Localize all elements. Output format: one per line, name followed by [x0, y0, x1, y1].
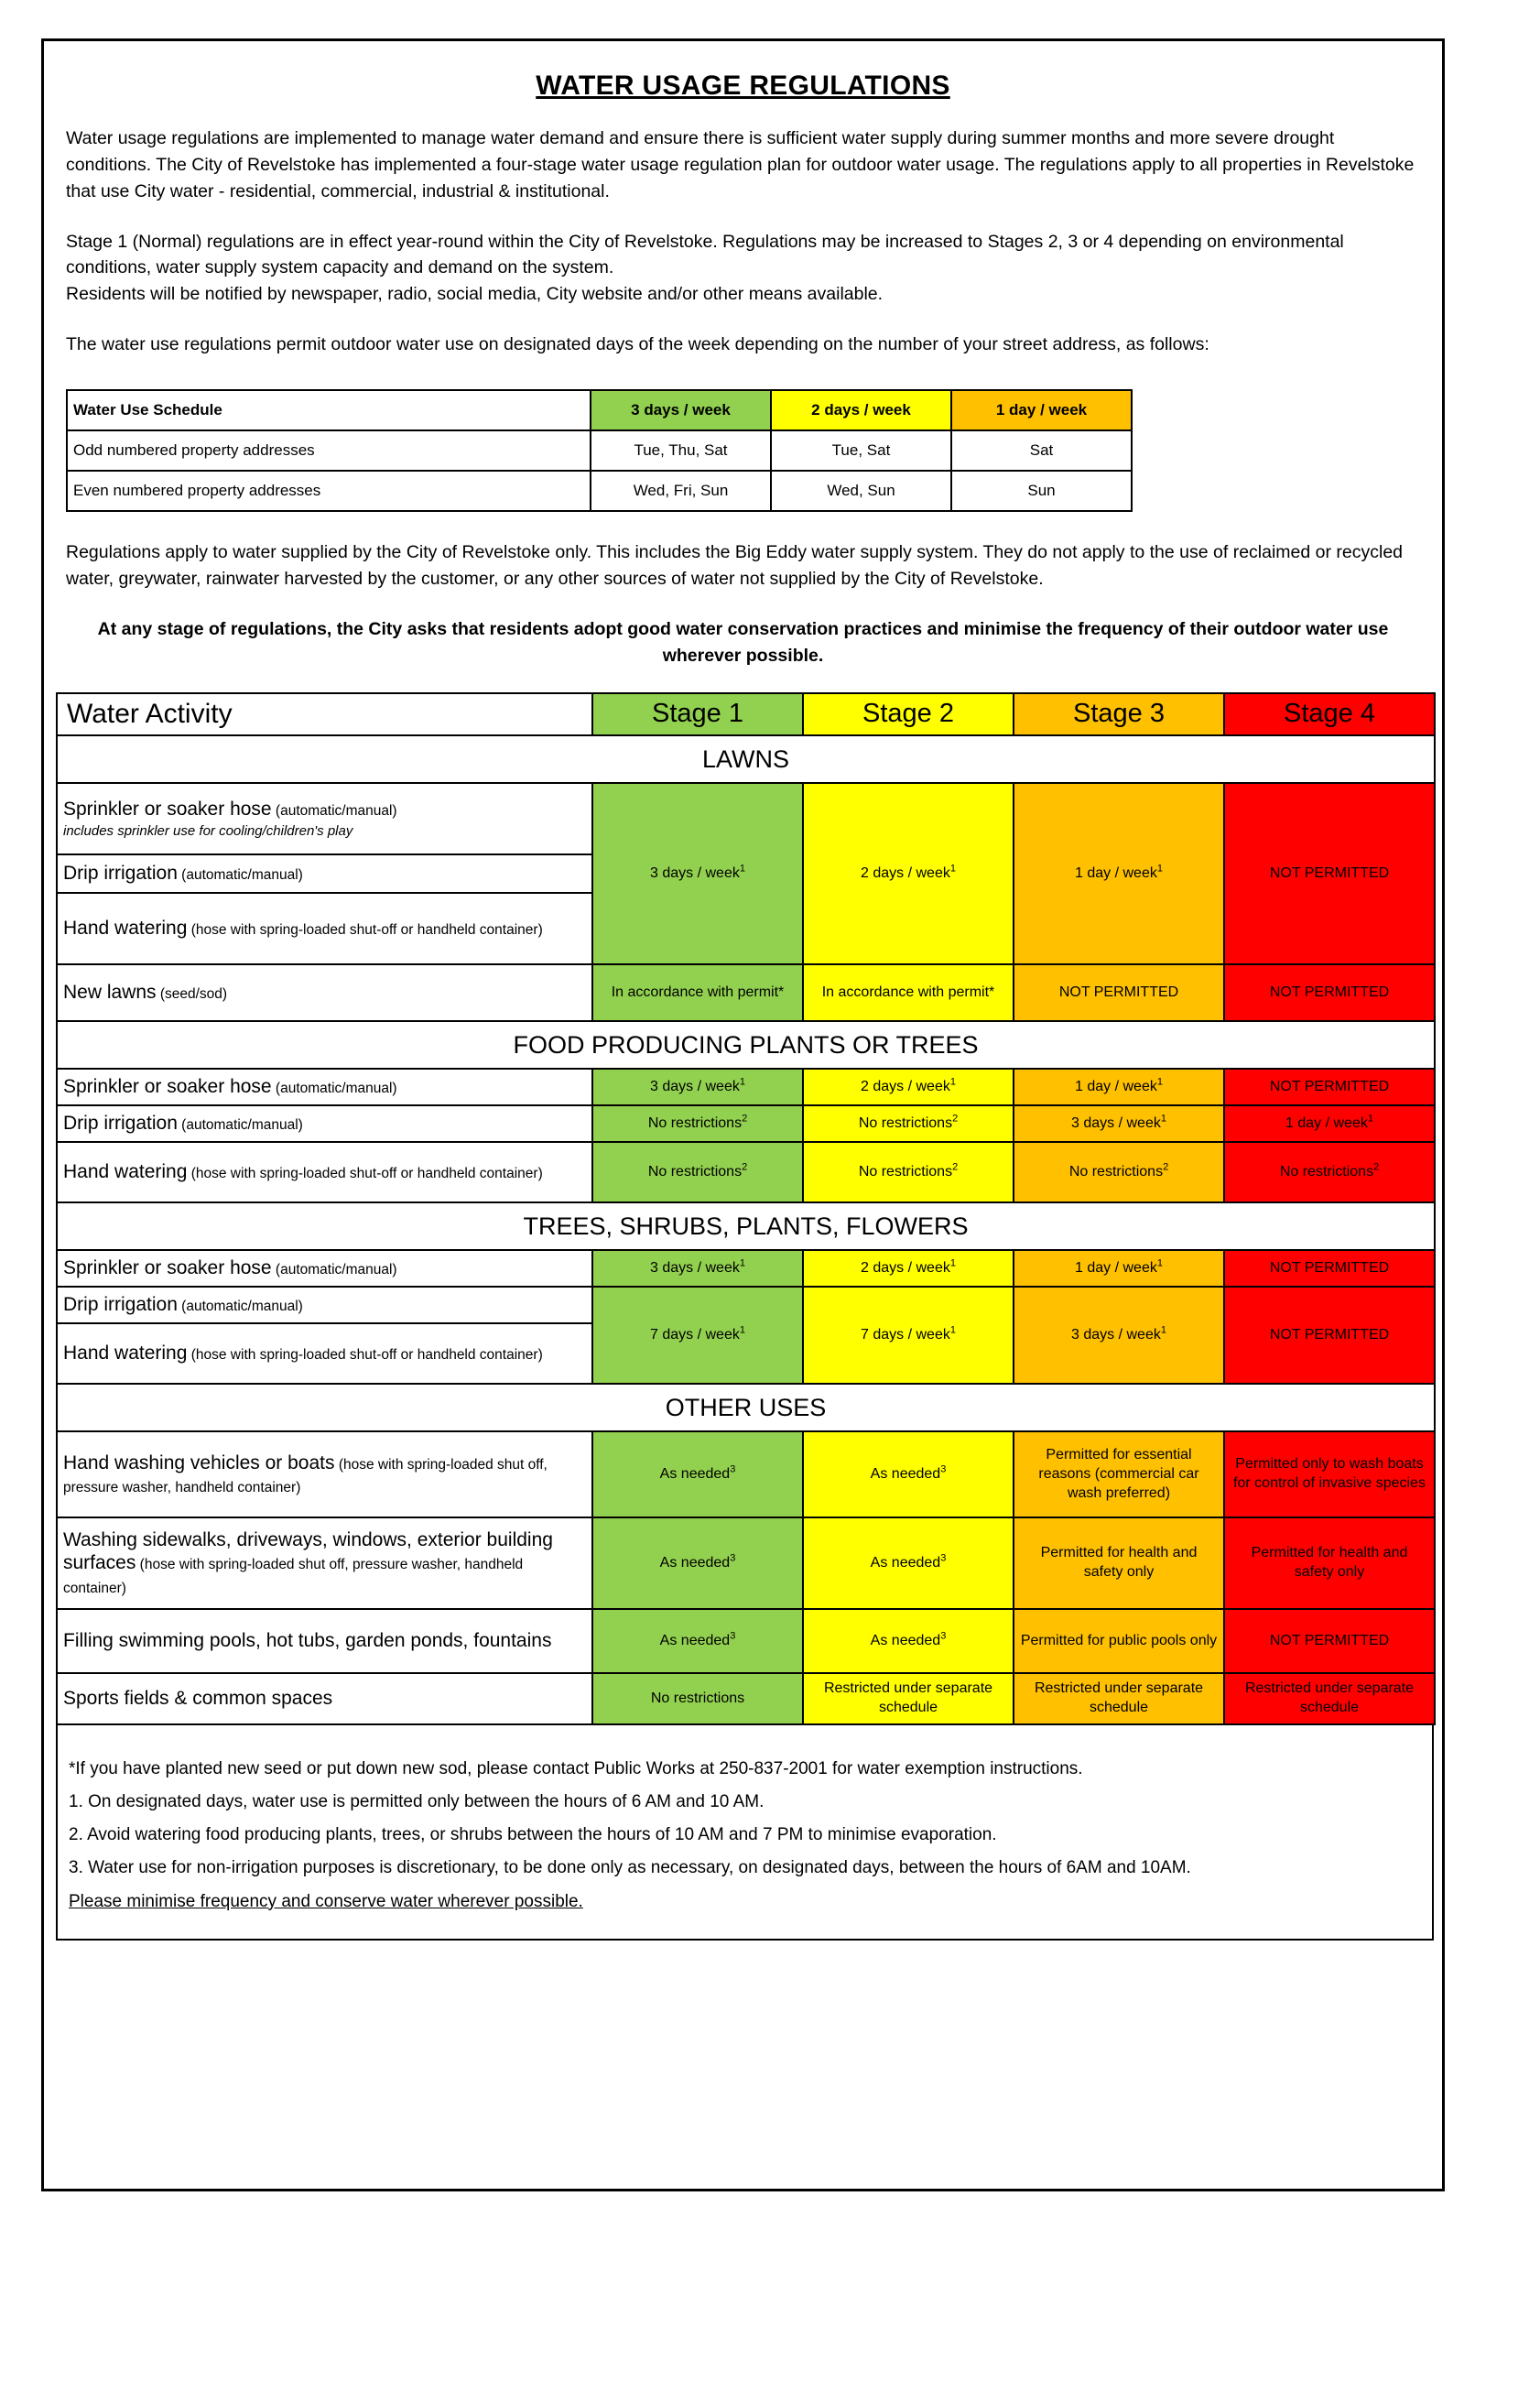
activity-label: Hand watering: [63, 1161, 188, 1183]
conservation-statement: At any stage of regulations, the City asks that residents adopt good water conservation practices and minimise the frequency of their outdoor water use wherever possible.: [97, 618, 1389, 666]
page-title: WATER USAGE REGULATIONS: [536, 71, 950, 101]
footnote-ref: 1: [949, 1324, 956, 1336]
footnote-1: 1. On designated days, water use is permitted only between the hours of 6 AM and 10 AM.: [69, 1792, 765, 1812]
table-row: [57, 1250, 1435, 1287]
activity-label: Sports fields & common spaces: [63, 1688, 333, 1710]
lawns-stage1-value: [592, 783, 803, 964]
activity-label: Hand watering: [63, 918, 188, 940]
cell-text: 1 day / week: [1075, 1259, 1157, 1276]
footnote-ref: 3: [730, 1552, 736, 1564]
cell-text: NOT PERMITTED: [1269, 864, 1390, 881]
intro-paragraph-2: Stage 1 (Normal) regulations are in effect year-round within the City of Revelstoke. Regulations may be increased to Stages 2, 3 or 4 depending on environmental conditions, water supply system capacity and demand on the system.: [66, 231, 1344, 278]
pools-stage2: [803, 1609, 1014, 1673]
sidewalks-stage2: [803, 1517, 1014, 1609]
footnote-ref: 1: [1160, 1324, 1166, 1336]
pools-stage1: [592, 1609, 803, 1673]
header-stage-4: Stage 4: [1224, 693, 1435, 735]
section-header-row-lawns: [57, 735, 1435, 783]
cell-text: 2 days / week: [861, 1078, 950, 1094]
footnote-ref: 1: [1156, 1257, 1163, 1269]
activity-qualifier: (automatic/manual): [177, 867, 303, 884]
cell-text: No restrictions: [858, 1163, 953, 1180]
schedule-even-3day: Wed, Fri, Sun: [591, 471, 771, 511]
post-schedule-paragraph: Regulations apply to water supplied by the City of Revelstoke only. This includes the Big Eddy water supply system. They do not apply to the use of reclaimed or recycled water, greywater, rainwater harvested by the customer, or any other sources of water not supplied by the City of Revelstoke.: [66, 542, 1404, 589]
activity-hand-washing-vehicles: [57, 1431, 592, 1517]
activity-food-handwatering: [57, 1142, 592, 1202]
sports-stage3: Restricted under separate schedule: [1014, 1673, 1224, 1724]
footnote-ref: 2: [1373, 1161, 1380, 1173]
table-row: [57, 1142, 1435, 1202]
lawns-stage2-value: [803, 783, 1014, 964]
section-title-other: OTHER USES: [57, 1384, 1435, 1431]
section-header-row-other: [57, 1384, 1435, 1431]
intro-paragraph-4: The water use regulations permit outdoor water use on designated days of the week depending on the number of your street address, as follows:: [66, 334, 1209, 355]
cell-text: 3 days / week: [650, 1078, 740, 1094]
section-header-row-food: [57, 1021, 1435, 1069]
food-drip-stage3: [1014, 1105, 1224, 1142]
schedule-row-even-label: Even numbered property addresses: [67, 471, 591, 511]
activity-trees-handwatering: [57, 1323, 592, 1384]
table-row: [67, 430, 1132, 471]
cell-text: As needed: [659, 1554, 731, 1571]
footnote-ref: 1: [949, 1076, 956, 1088]
activity-qualifier: (automatic/manual): [271, 802, 397, 819]
activity-label: Drip irrigation: [63, 1294, 178, 1316]
page-inner: [44, 71, 1442, 2218]
vehicles-stage3: Permitted for essential reasons (commercial car wash preferred): [1014, 1431, 1224, 1517]
activity-label: Drip irrigation: [63, 1113, 178, 1135]
cell-text: 1 day / week: [1075, 1078, 1157, 1094]
activity-qualifier: (hose with spring-loaded shut off, pressure washer, handheld container): [63, 1557, 524, 1596]
food-drip-stage1: [592, 1105, 803, 1142]
cell-text: 7 days / week: [861, 1326, 950, 1343]
food-sprinkler-stage4: [1224, 1069, 1435, 1105]
cell-text: 3 days / week: [1071, 1326, 1161, 1343]
pools-stage4: NOT PERMITTED: [1224, 1609, 1435, 1673]
food-sprinkler-stage2: [803, 1069, 1014, 1105]
footnote-ref: 1: [949, 1257, 956, 1269]
cell-text: 3 days / week: [650, 864, 740, 881]
schedule-header-2day: 2 days / week: [771, 390, 951, 430]
footnote-ref: 1: [739, 1324, 745, 1336]
footnote-ref: 3: [730, 1463, 736, 1475]
activity-new-lawns: [57, 964, 592, 1021]
schedule-title: Water Use Schedule: [67, 390, 591, 430]
footnote-ref: 2: [742, 1113, 748, 1125]
schedule-odd-3day: Tue, Thu, Sat: [591, 430, 771, 471]
section-header-row-trees: [57, 1202, 1435, 1250]
activity-food-drip: [57, 1105, 592, 1142]
footnote-ref: 1: [1156, 1076, 1163, 1088]
footnote-ref: 1: [1367, 1113, 1373, 1125]
cell-text: No restrictions: [1279, 1163, 1374, 1180]
vehicles-stage1: [592, 1431, 803, 1517]
trees-merged-stage4: [1224, 1287, 1435, 1384]
activity-qualifier: (automatic/manual): [271, 1262, 397, 1278]
activity-lawns-sprinkler: [57, 783, 592, 854]
food-hand-stage1: [592, 1142, 803, 1202]
footnote-ref: 1: [739, 1076, 745, 1088]
schedule-even-1day: Sun: [951, 471, 1132, 511]
activity-filling-pools: [57, 1609, 592, 1673]
food-hand-stage3: [1014, 1142, 1224, 1202]
main-table-header-row: [57, 693, 1435, 735]
schedule-header-row: [67, 390, 1132, 430]
document-page: [41, 38, 1445, 2191]
footnote-ref: 2: [952, 1161, 959, 1173]
trees-merged-stage2: [803, 1287, 1014, 1384]
cell-text: As needed: [870, 1632, 941, 1648]
cell-text: 3 days / week: [650, 1259, 740, 1276]
food-sprinkler-stage3: [1014, 1069, 1224, 1105]
footnote-ref: 3: [730, 1630, 736, 1642]
cell-text: 1 day / week: [1285, 1114, 1368, 1131]
schedule-odd-2day: Tue, Sat: [771, 430, 951, 471]
table-row: [57, 1069, 1435, 1105]
footnote-ref: 3: [940, 1552, 947, 1564]
activity-washing-sidewalks: [57, 1517, 592, 1609]
cell-text: 2 days / week: [861, 1259, 950, 1276]
newlawns-stage3-value: NOT PERMITTED: [1014, 964, 1224, 1021]
newlawns-stage2-value: In accordance with permit*: [803, 964, 1014, 1021]
activity-qualifier: (automatic/manual): [177, 1117, 303, 1134]
trees-sprinkler-stage4: [1224, 1250, 1435, 1287]
activity-label: Sprinkler or soaker hose: [63, 798, 272, 820]
trees-sprinkler-stage3: [1014, 1250, 1224, 1287]
footnote-ref: 2: [952, 1113, 959, 1125]
cell-text: As needed: [870, 1465, 941, 1482]
header-water-activity: Water Activity: [57, 693, 592, 735]
footnote-3: 3. Water use for non-irrigation purposes is discretionary, to be done only as necessary, on designated days, between the hours of 6AM and 10AM.: [69, 1858, 1191, 1878]
footnote-ref: 1: [739, 1257, 745, 1269]
cell-text: NOT PERMITTED: [1269, 1326, 1390, 1343]
activity-lawns-drip: [57, 854, 592, 893]
activity-note: includes sprinkler use for cooling/children's play: [63, 823, 353, 840]
food-drip-stage4: [1224, 1105, 1435, 1142]
cell-text: As needed: [659, 1465, 731, 1482]
schedule-odd-1day: Sat: [951, 430, 1132, 471]
section-title-lawns: LAWNS: [57, 735, 1435, 783]
table-row: [57, 1287, 1435, 1323]
activity-label: Hand washing vehicles or boats: [63, 1451, 335, 1473]
table-row: [67, 471, 1132, 511]
sidewalks-stage4: Permitted for health and safety only: [1224, 1517, 1435, 1609]
vehicles-stage4: Permitted only to wash boats for control of invasive species: [1224, 1431, 1435, 1517]
activity-trees-sprinkler: [57, 1250, 592, 1287]
cell-text: No restrictions: [647, 1163, 743, 1180]
trees-merged-stage1: [592, 1287, 803, 1384]
section-title-trees: TREES, SHRUBS, PLANTS, FLOWERS: [57, 1202, 1435, 1250]
vehicles-stage2: [803, 1431, 1014, 1517]
table-row: [57, 1609, 1435, 1673]
newlawns-stage1-value: In accordance with permit*: [592, 964, 803, 1021]
activity-label: Washing sidewalks, driveways, windows, exterior building surfaces: [63, 1528, 553, 1574]
activity-label: Hand watering: [63, 1343, 188, 1364]
table-row: [57, 964, 1435, 1021]
trees-sprinkler-stage1: [592, 1250, 803, 1287]
schedule-row-odd-label: Odd numbered property addresses: [67, 430, 591, 471]
footnote-asterisk: *If you have planted new seed or put down new sod, please contact Public Works at 250-837-2001 for water exemption instructions.: [69, 1759, 1083, 1779]
footnote-closing: Please minimise frequency and conserve water wherever possible.: [69, 1891, 583, 1911]
table-row: [57, 1105, 1435, 1142]
cell-text: As needed: [870, 1554, 941, 1571]
footnote-ref: 1: [1156, 863, 1163, 875]
schedule-header-3day: 3 days / week: [591, 390, 771, 430]
table-row: [57, 1673, 1435, 1724]
footnotes-block: [56, 1725, 1434, 1940]
footnote-2: 2. Avoid watering food producing plants, trees, or shrubs between the hours of 10 AM and 7 PM to minimise evaporation.: [69, 1825, 997, 1845]
cell-text: NOT PERMITTED: [1269, 1078, 1390, 1094]
schedule-even-2day: Wed, Sun: [771, 471, 951, 511]
cell-text: No restrictions: [858, 1114, 953, 1131]
water-use-schedule-table: [66, 389, 1133, 512]
footnote-ref: 3: [940, 1463, 947, 1475]
activity-qualifier: (hose with spring-loaded shut-off or handheld container): [187, 1347, 543, 1364]
food-hand-stage2: [803, 1142, 1014, 1202]
footnote-ref: 1: [949, 863, 956, 875]
cell-text: NOT PERMITTED: [1269, 1259, 1390, 1276]
activity-label: New lawns: [63, 982, 157, 1004]
food-sprinkler-stage1: [592, 1069, 803, 1105]
cell-text: No restrictions: [1068, 1163, 1164, 1180]
food-drip-stage2: [803, 1105, 1014, 1142]
lawns-stage4-value: [1224, 783, 1435, 964]
cell-text: 7 days / week: [650, 1326, 740, 1343]
schedule-header-1day: 1 day / week: [951, 390, 1132, 430]
footnote-ref: 2: [742, 1161, 748, 1173]
sidewalks-stage3: Permitted for health and safety only: [1014, 1517, 1224, 1609]
header-stage-3: Stage 3: [1014, 693, 1224, 735]
table-row: [57, 783, 1435, 854]
section-title-food: FOOD PRODUCING PLANTS OR TREES: [57, 1021, 1435, 1069]
activity-qualifier: (hose with spring-loaded shut-off or handheld container): [187, 1166, 543, 1182]
trees-merged-stage3: [1014, 1287, 1224, 1384]
activity-qualifier: (automatic/manual): [271, 1081, 397, 1097]
table-row: [57, 1517, 1435, 1609]
activity-label: Drip irrigation: [63, 863, 178, 885]
header-stage-1: Stage 1: [592, 693, 803, 735]
header-stage-2: Stage 2: [803, 693, 1014, 735]
activity-qualifier: (hose with spring-loaded shut-off or handheld container): [187, 922, 543, 939]
intro-paragraph-3: Residents will be notified by newspaper, radio, social media, City website and/or other means available.: [66, 284, 884, 305]
sports-stage4: Restricted under separate schedule: [1224, 1673, 1435, 1724]
trees-sprinkler-stage2: [803, 1250, 1014, 1287]
activity-label: Sprinkler or soaker hose: [63, 1257, 272, 1279]
cell-text: No restrictions: [647, 1114, 743, 1131]
footnote-ref: 1: [739, 863, 745, 875]
cell-text: As needed: [659, 1632, 731, 1648]
water-activity-regulations-table: [56, 692, 1436, 1725]
sports-stage1: No restrictions: [592, 1673, 803, 1724]
activity-trees-drip: [57, 1287, 592, 1323]
footnote-ref: 3: [940, 1630, 947, 1642]
cell-text: 3 days / week: [1071, 1114, 1161, 1131]
cell-text: 2 days / week: [861, 864, 950, 881]
activity-qualifier: (seed/sod): [156, 986, 228, 1003]
table-row: [57, 1431, 1435, 1517]
pools-stage3: Permitted for public pools only: [1014, 1609, 1224, 1673]
newlawns-stage4-value: NOT PERMITTED: [1224, 964, 1435, 1021]
activity-food-sprinkler: [57, 1069, 592, 1105]
intro-paragraph-1: Water usage regulations are implemented to manage water demand and ensure there is sufficient water supply during summer months and more severe drought conditions. The City of Revelstoke has implemented a four-stage water usage regulation plan for outdoor water usage. The regulations apply to all properties in Revelstoke that use City water - residential, commercial, industrial & institutional.: [66, 128, 1415, 201]
activity-label: Sprinkler or soaker hose: [63, 1076, 272, 1098]
activity-lawns-handwatering: [57, 893, 592, 964]
activity-qualifier: (hose with spring-loaded shut off, pressure washer, handheld container): [63, 1456, 548, 1496]
footnote-ref: 2: [1163, 1161, 1169, 1173]
cell-text: 1 day / week: [1075, 864, 1157, 881]
sports-stage2: Restricted under separate schedule: [803, 1673, 1014, 1724]
food-hand-stage4: [1224, 1142, 1435, 1202]
activity-label: Filling swimming pools, hot tubs, garden ponds, fountains: [63, 1630, 552, 1652]
sidewalks-stage1: [592, 1517, 803, 1609]
lawns-stage3-value: [1014, 783, 1224, 964]
activity-qualifier: (automatic/manual): [177, 1299, 303, 1315]
footnote-ref: 1: [1160, 1113, 1166, 1125]
activity-sports-fields: [57, 1673, 592, 1724]
